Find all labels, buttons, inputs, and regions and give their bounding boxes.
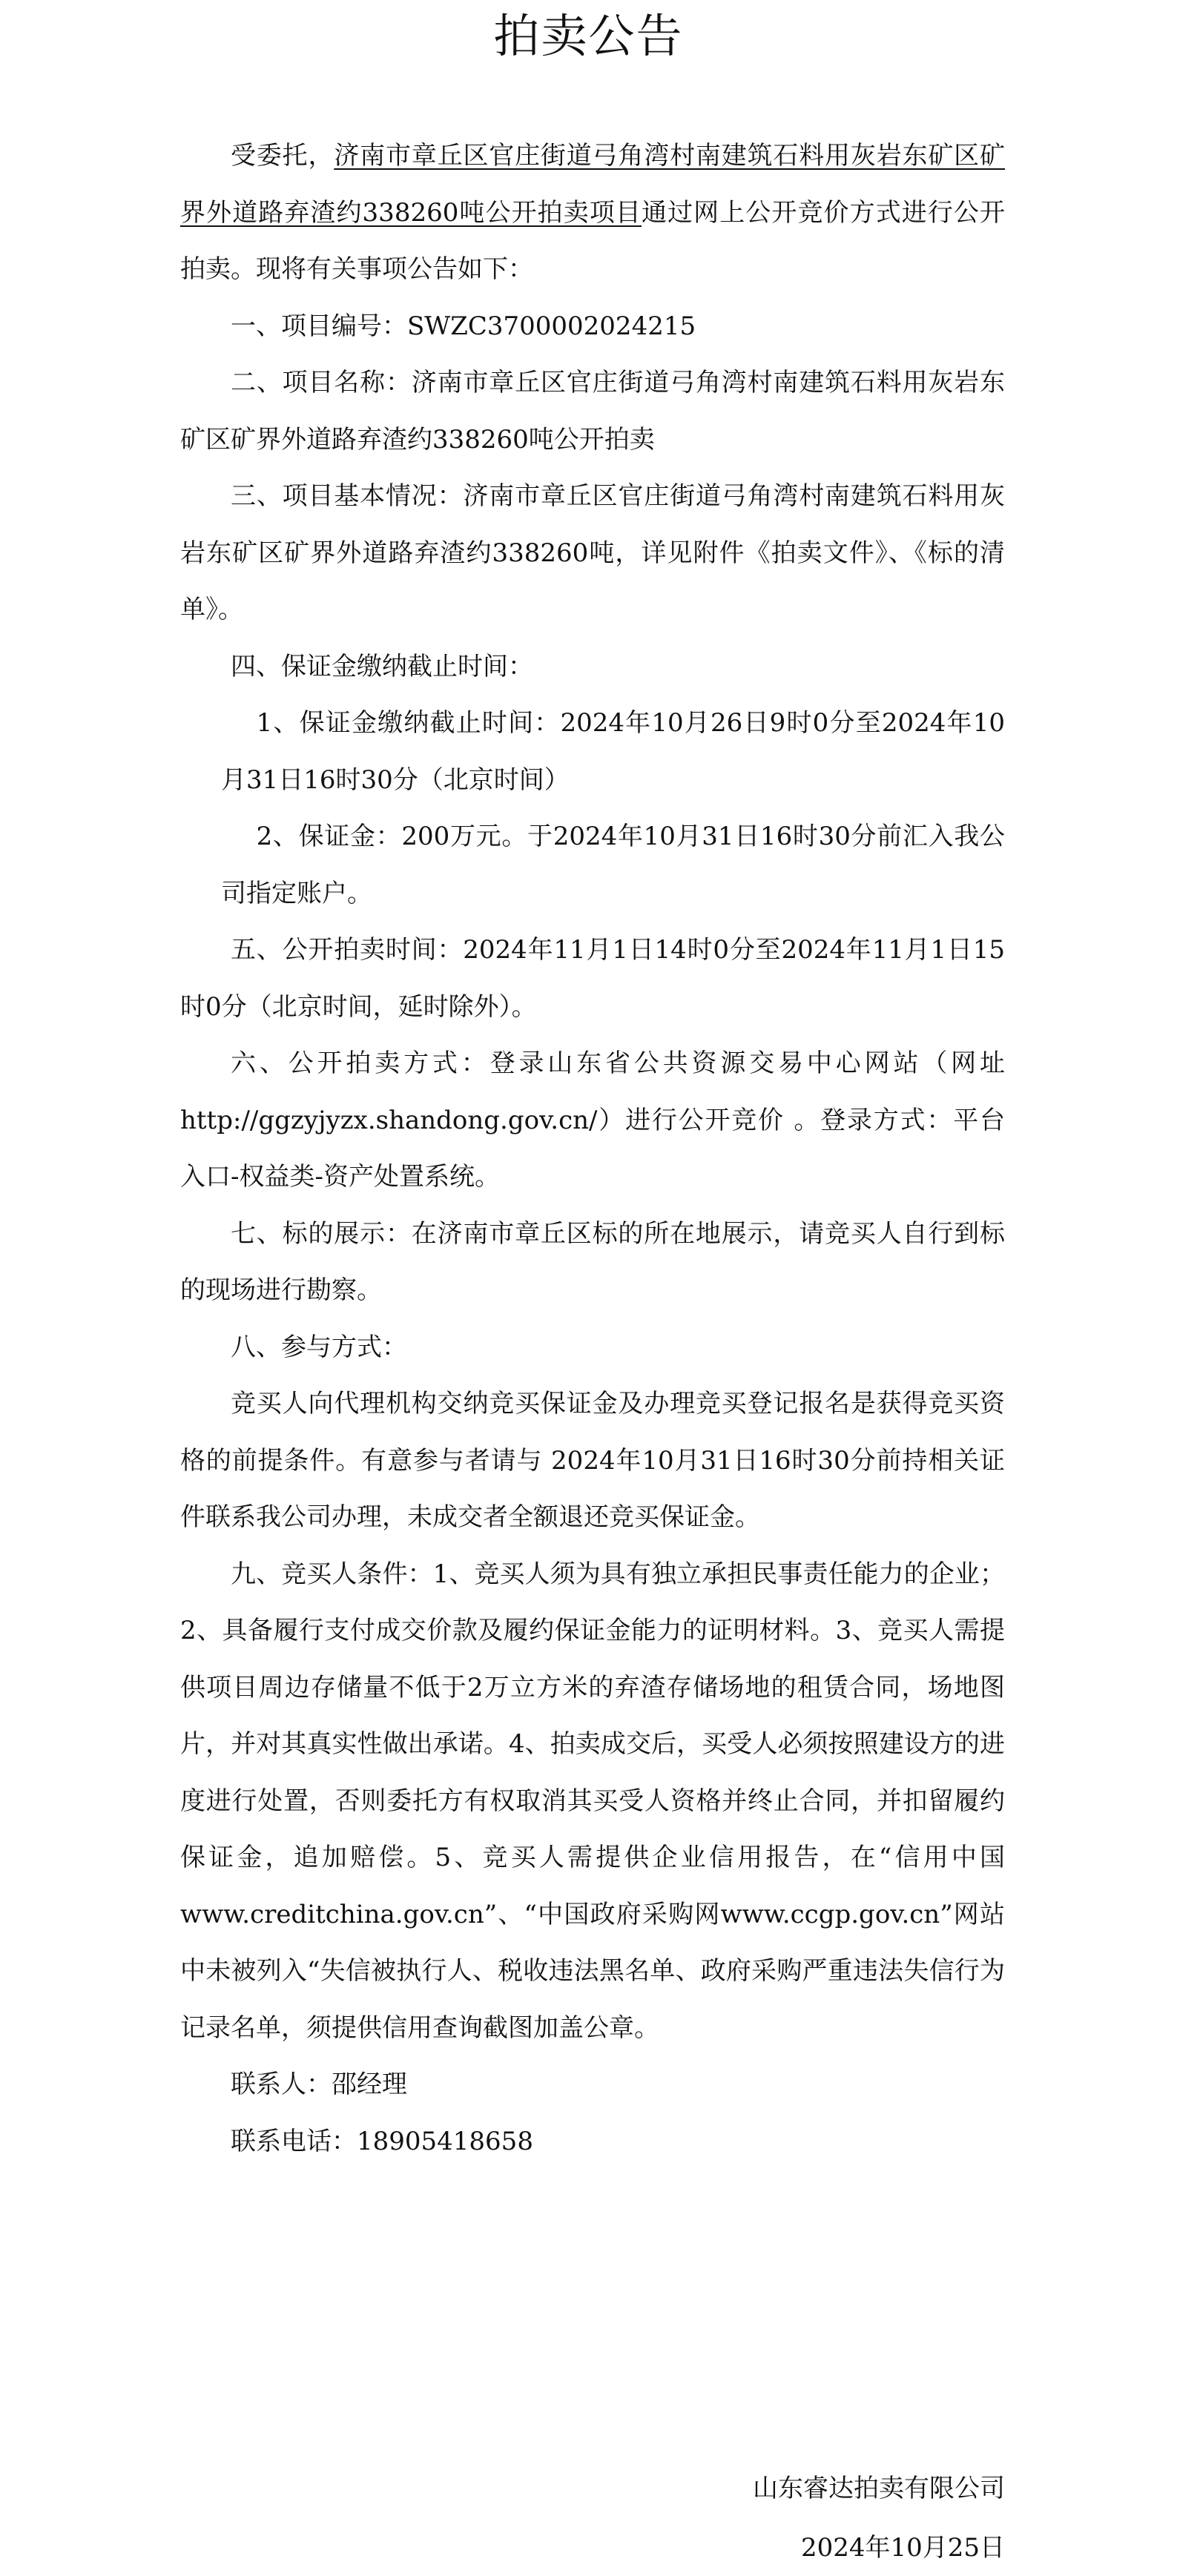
intro-prefix: 受委托， [231,141,334,171]
intro-suffix: 通过网上公开竞价方式进行公开拍卖。现将有关事项公告如下： [180,197,1006,284]
item-deposit-heading: 四、保证金缴纳截止时间： [231,651,533,681]
item-display: 七、标的展示：在济南市章丘区标的所在地展示，请竞买人自行到标的现场进行勘察。 [180,1218,1005,1305]
item-deposit-amount: 2、保证金：200万元。于2024年10月31日16时30分前汇入我公司指定账户。 [221,822,1005,908]
item-deposit-deadline: 1、保证金缴纳截止时间：2024年10月26日9时0分至2024年10月31日16时30分（北京时间） [221,708,1005,795]
item-project-name: 二、项目名称：济南市章丘区官庄街道弓角湾村南建筑石料用灰岩东矿区矿界外道路弃渣约338260吨公开拍卖 [180,368,1005,455]
project-name-underlined: 济南市章丘区官庄街道弓角湾村南建筑石料用灰岩东矿区矿界外道路弃渣约338260吨公开拍卖项目 [180,141,1006,228]
intro-paragraph [180,128,1005,298]
item-auction-method: 六、公开拍卖方式：登录山东省公共资源交易中心网站（网址http://ggzyjyzx.shandong.gov.cn/）进行公开竞价 。登录方式：平台入口-权益类-资产处置系统。 [180,1048,1005,1192]
item-contact-phone: 联系电话：18905418658 [231,2126,533,2156]
page-title: 拍卖公告 [493,9,684,63]
signature-date: 2024年10月25日 [800,2533,1005,2563]
item-contact-person: 联系人：邵经理 [231,2070,407,2099]
item-project-number: 一、项目编号：SWZC3700002024215 [231,311,696,341]
item-participation-body: 竞买人向代理机构交纳竞买保证金及办理竞买登记报名是获得竞买资格的前提条件。有意参与者请与 2024年10月31日16时30分前持相关证件联系我公司办理，未成交者全额退还竞买保证金。 [180,1389,1005,1532]
signature-company: 山东睿达拍卖有限公司 [753,2474,1005,2503]
item-participation-heading: 八、参与方式： [231,1332,407,1362]
item-project-basics: 三、项目基本情况：济南市章丘区官庄街道弓角湾村南建筑石料用灰岩东矿区矿界外道路弃渣约338260吨，详见附件《拍卖文件》、《标的清单》。 [180,481,1005,624]
announcement-body [180,128,1005,2170]
item-bidder-conditions: 九、竞买人条件：1、竞买人须为具有独立承担民事责任能力的企业；2、具备履行支付成交价款及履约保证金能力的证明材料。3、竞买人需提供项目周边存储量不低于2万立方米的弃渣存储场地的租赁合同，场地图片，并对其真实性做出承诺。4、拍卖成交后，买受人必须按照建设方的进度进行处置，否则委托方有权取消其买受人资格并终止合同，并扣留履约保证金，追加赔偿。5、竞买人需提供企业信用报告，在“信用中国 www.creditchina.gov.cn”、“中国政府采购网www.ccgp.gov.cn”网站中未被列入“失信被执行人、税收违法黑名单、政府采购严重违法失信行为记录名单，须提供信用查询截图加盖公章。 [180,1559,1005,2043]
item-auction-time: 五、公开拍卖时间：2024年11月1日14时0分至2024年11月1日15时0分（北京时间，延时除外）。 [180,935,1005,1022]
